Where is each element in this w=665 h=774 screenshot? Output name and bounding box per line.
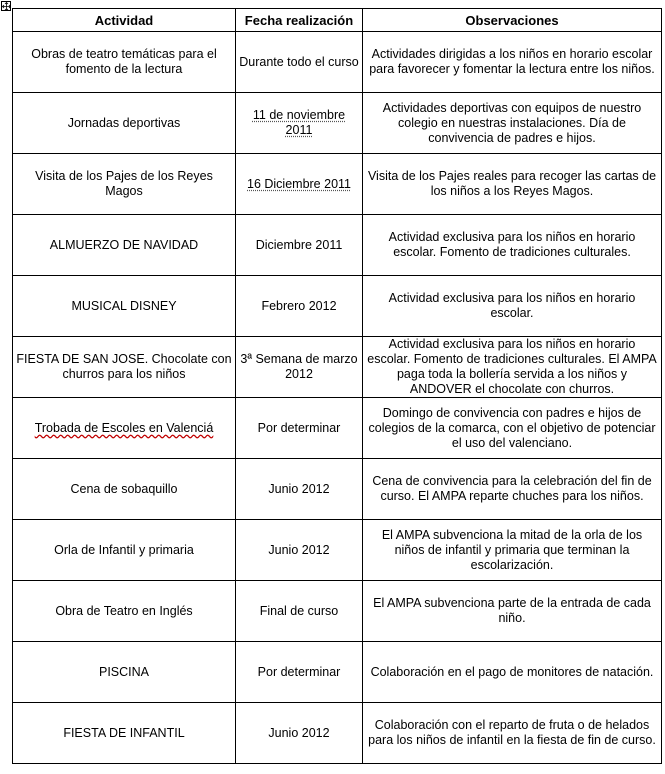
cell-fecha: Junio 2012 <box>236 520 363 581</box>
cell-fecha: Diciembre 2011 <box>236 215 363 276</box>
cell-fecha: Febrero 2012 <box>236 276 363 337</box>
table-row <box>13 459 662 520</box>
table-move-handle-icon[interactable] <box>1 1 11 11</box>
table-row <box>13 642 662 703</box>
actividad-text: Trobada de Escoles en Valenciá <box>34 420 214 435</box>
table-row <box>13 32 662 93</box>
table-row <box>13 398 662 459</box>
four-arrows-icon <box>2 2 11 11</box>
cell-fecha: Durante todo el curso <box>236 32 363 93</box>
cell-actividad: Cena de sobaquillo <box>13 459 236 520</box>
cell-fecha: Junio 2012 <box>236 703 363 764</box>
cell-actividad: ALMUERZO DE NAVIDAD <box>13 215 236 276</box>
header-observaciones: Observaciones <box>363 9 662 32</box>
cell-observaciones: Actividades deportivas con equipos de nuestro colegio en nuestras instalaciones. Día de convivencia de padres e hijos. <box>363 93 662 154</box>
activities-table <box>12 8 662 764</box>
cell-actividad: Obras de teatro temáticas para el fomento de la lectura <box>13 32 236 93</box>
table-row <box>13 215 662 276</box>
table-row <box>13 154 662 215</box>
cell-actividad <box>13 398 236 459</box>
header-row <box>13 9 662 32</box>
table-row <box>13 581 662 642</box>
cell-fecha <box>236 93 363 154</box>
cell-fecha: 3ª Semana de marzo 2012 <box>236 337 363 398</box>
table-row <box>13 337 662 398</box>
cell-observaciones: Actividad exclusiva para los niños en horario escolar. <box>363 276 662 337</box>
cell-observaciones: Cena de convivencia para la celebración del fin de curso. El AMPA reparte chuches para los niños. <box>363 459 662 520</box>
table-row <box>13 703 662 764</box>
cell-actividad: Jornadas deportivas <box>13 93 236 154</box>
cell-fecha: Por determinar <box>236 642 363 703</box>
table-row <box>13 276 662 337</box>
cell-observaciones: Actividad exclusiva para los niños en horario escolar. Fomento de tradiciones culturales. <box>363 215 662 276</box>
cell-actividad: MUSICAL DISNEY <box>13 276 236 337</box>
cell-fecha: Final de curso <box>236 581 363 642</box>
cell-observaciones: Actividades dirigidas a los niños en horario escolar para favorecer y fomentar la lectura entre los niños. <box>363 32 662 93</box>
cell-observaciones: Colaboración en el pago de monitores de natación. <box>363 642 662 703</box>
cell-observaciones: El AMPA subvenciona parte de la entrada de cada niño. <box>363 581 662 642</box>
cell-actividad: FIESTA DE INFANTIL <box>13 703 236 764</box>
cell-fecha: Junio 2012 <box>236 459 363 520</box>
cell-actividad: Obra de Teatro en Inglés <box>13 581 236 642</box>
cell-fecha: Por determinar <box>236 398 363 459</box>
fecha-text: 16 Diciembre 2011 <box>247 176 351 191</box>
header-actividad: Actividad <box>13 9 236 32</box>
cell-observaciones: Visita de los Pajes reales para recoger las cartas de los niños a los Reyes Magos. <box>363 154 662 215</box>
table-row <box>13 93 662 154</box>
cell-actividad: Visita de los Pajes de los Reyes Magos <box>13 154 236 215</box>
header-fecha: Fecha realización <box>236 9 363 32</box>
cell-observaciones: El AMPA subvenciona la mitad de la orla de los niños de infantil y primaria que terminan la escolarización. <box>363 520 662 581</box>
cell-actividad: FIESTA DE SAN JOSE. Chocolate con churros para los niños <box>13 337 236 398</box>
cell-observaciones: Domingo de convivencia con padres e hijos de colegios de la comarca, con el objetivo de potenciar el uso del valenciano. <box>363 398 662 459</box>
cell-fecha <box>236 154 363 215</box>
cell-actividad: Orla de Infantil y primaria <box>13 520 236 581</box>
cell-actividad: PISCINA <box>13 642 236 703</box>
fecha-text: 11 de noviembre 2011 <box>252 108 346 137</box>
cell-observaciones: Colaboración con el reparto de fruta o de helados para los niños de infantil en la fiesta de fin de curso. <box>363 703 662 764</box>
cell-observaciones: Actividad exclusiva para los niños en horario escolar. Fomento de tradiciones culturales. El AMPA paga toda la bollería servida a los niños y ANDOVER el chocolate con churros. <box>363 337 662 398</box>
table-row <box>13 520 662 581</box>
